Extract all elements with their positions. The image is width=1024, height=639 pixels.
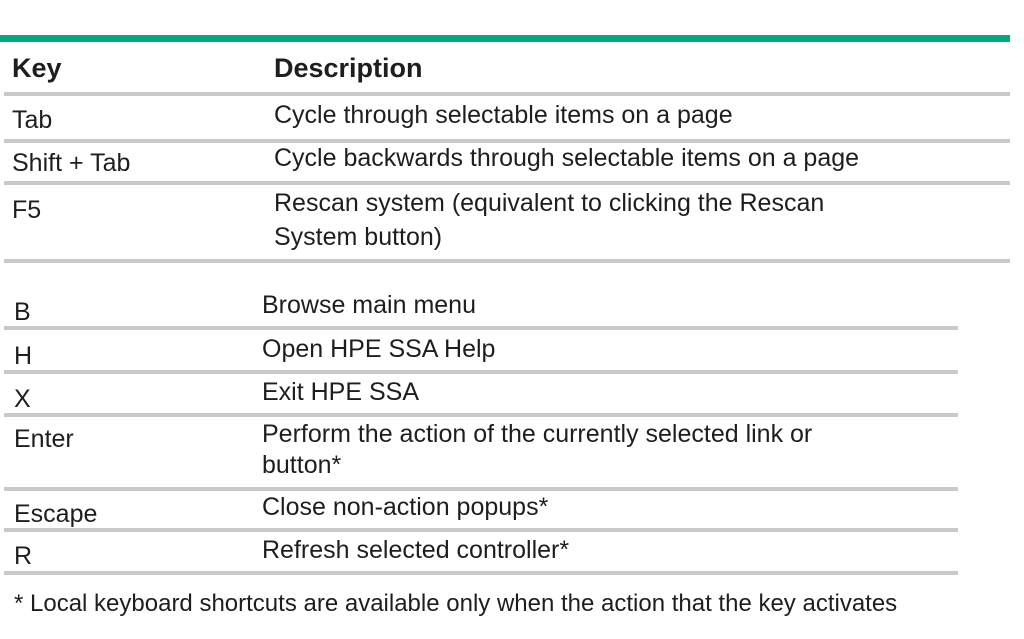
table-row-description-cont: button* bbox=[262, 451, 342, 479]
table-row-description: Close non-action popups* bbox=[262, 493, 549, 521]
footnote: * Local keyboard shortcuts are available only when the action that the key activates bbox=[14, 590, 898, 617]
table-row-key: X bbox=[14, 385, 31, 413]
row-divider bbox=[4, 413, 958, 417]
table-row-description: Cycle backwards through selectable items on a page bbox=[274, 144, 860, 172]
table-row-key: Tab bbox=[12, 106, 53, 134]
table-row-description: Cycle through selectable items on a page bbox=[274, 101, 733, 129]
table-row-key: F5 bbox=[12, 196, 42, 224]
table-top-accent-rule bbox=[0, 35, 1010, 42]
column-header-key: Key bbox=[12, 53, 62, 83]
table-row-key: Enter bbox=[14, 425, 74, 453]
table-row-description: Exit HPE SSA bbox=[262, 378, 419, 406]
table-row-key: H bbox=[14, 342, 33, 370]
table-row-description: Open HPE SSA Help bbox=[262, 335, 496, 363]
table-row-description: Rescan system (equivalent to clicking the Rescan bbox=[274, 189, 825, 217]
table-row-key: Shift + Tab bbox=[12, 149, 131, 177]
table-row-description: Perform the action of the currently selected link or bbox=[262, 420, 813, 448]
table-row-key: Escape bbox=[14, 500, 98, 528]
table-row-description: Refresh selected controller* bbox=[262, 536, 570, 564]
column-header-description: Description bbox=[274, 53, 423, 83]
row-divider bbox=[4, 181, 1010, 185]
table-row-description-cont: System button) bbox=[274, 223, 443, 251]
table-row-description: Browse main menu bbox=[262, 291, 476, 319]
row-divider bbox=[4, 528, 958, 532]
table-row-key: B bbox=[14, 298, 31, 326]
row-divider bbox=[4, 326, 958, 330]
row-divider bbox=[4, 571, 958, 575]
table-row-key: R bbox=[14, 542, 33, 570]
row-divider bbox=[4, 259, 1010, 263]
row-divider bbox=[4, 370, 958, 374]
row-divider bbox=[4, 92, 1010, 96]
